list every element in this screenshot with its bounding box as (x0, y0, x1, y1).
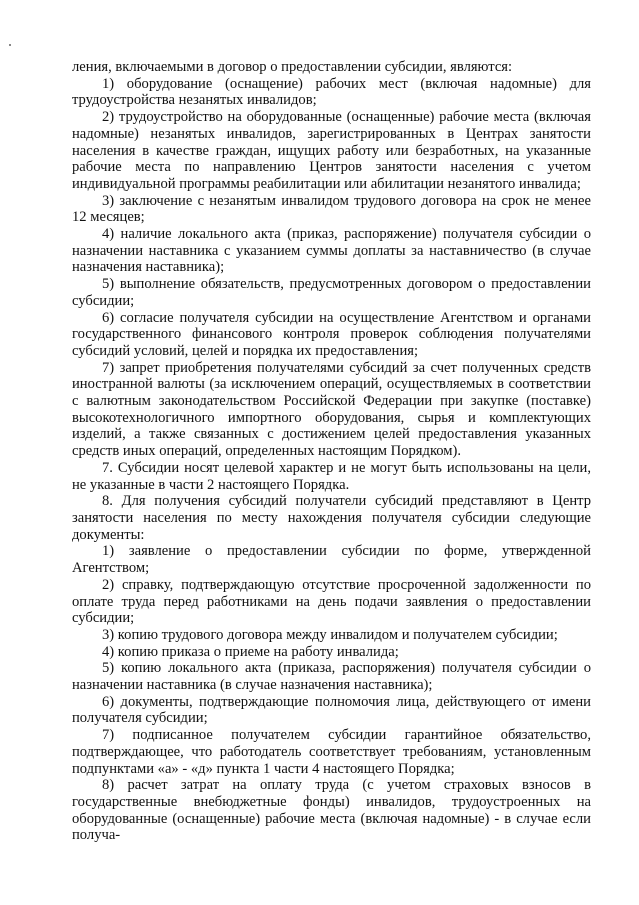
paragraph-section-8: 8. Для получения субсидий получатели субсидий представляют в Центр занятости населения по месту нахождения получателя субсидии следующие документы: (72, 493, 591, 543)
paragraph-condition-3: 3) заключение с незанятым инвалидом трудового договора на срок не менее 12 месяцев; (72, 192, 591, 226)
paragraph-condition-5: 5) выполнение обязательств, предусмотренных договором о предоставлении субсидии; (72, 276, 591, 309)
paragraph-continuation: ления, включаемыми в договор о предоставлении субсидии, являются: (72, 59, 513, 75)
paragraph-condition-2: 2) трудоустройство на оборудованные (оснащенные) рабочие места (включая надомные) незанятых инвалидов, зарегистрированных в Центрах занятости населения в качестве граждан, ищущих работу или безработных, на указанные рабочие места по направлению Центров занятости населения с учетом индивидуальной программы реабилитации или абилитации незанятого инвалида; (72, 109, 591, 192)
paragraph-section-7: 7. Субсидии носят целевой характер и не могут быть использованы на цели, не указанные в части 2 настоящего Порядка. (72, 459, 591, 493)
paragraph-document-4: 4) копию приказа о приеме на работу инвалида; (102, 643, 399, 660)
paragraph-document-2: 2) справку, подтверждающую отсутствие просроченной задолженности по оплате труда перед работниками на день подачи заявления о предоставлении субсидии; (72, 576, 591, 627)
paragraph-condition-6: 6) согласие получателя субсидии на осуществление Агентством и органами государственного финансового контроля проверок соблюдения получателями субсидий условий, целей и порядка их предоставления; (72, 309, 591, 359)
paragraph-document-1: 1) заявление о предоставлении субсидии по форме, утвержденной Агентством; (72, 543, 591, 577)
paragraph-condition-1: 1) оборудование (оснащение) рабочих мест (включая надомные) для трудоустройства незанятых инвалидов; (72, 75, 591, 109)
paragraph-document-5: 5) копию локального акта (приказа, распоряжения) получателя субсидии о назначении наставника (в случае назначения наставника); (72, 660, 591, 694)
paragraph-document-6: 6) документы, подтверждающие полномочия лица, действующего от имени получателя субсидии; (72, 693, 591, 727)
paragraph-condition-4: 4) наличие локального акта (приказ, распоряжение) получателя субсидии о назначении наставника с указанием суммы доплаты за наставничество (в случае назначения наставника); (72, 226, 591, 276)
scan-speck (9, 44, 11, 46)
paragraph-document-8: 8) расчет затрат на оплату труда (с учетом страховых взносов в государственные внебюджетные фонды) инвалидов, трудоустроенных на оборудованные (оснащенные) рабочие места (включая надомные) - в случае если получа- (72, 777, 591, 844)
paragraph-document-7: 7) подписанное получателем субсидии гарантийное обязательство, подтверждающее, что работодатель соответствует требованиям, установленным подпунктами «а» - «д» пункта 1 части 4 настоящего Порядка; (72, 727, 591, 777)
paragraph-condition-7: 7) запрет приобретения получателями субсидий за счет полученных средств иностранной валюты (за исключением операций, осуществляемых в соответствии с валютным законодательством Российской Федерации при закупке (поставке) высокотехнологичного импортного оборудования, сырья и комплектующих изделий, а также связанных с достижением целей предоставления указанных средств иных операций, определенных настоящим Порядком). (72, 359, 591, 460)
paragraph-document-3: 3) копию трудового договора между инвалидом и получателем субсидии; (102, 626, 558, 643)
document-body (72, 59, 591, 844)
